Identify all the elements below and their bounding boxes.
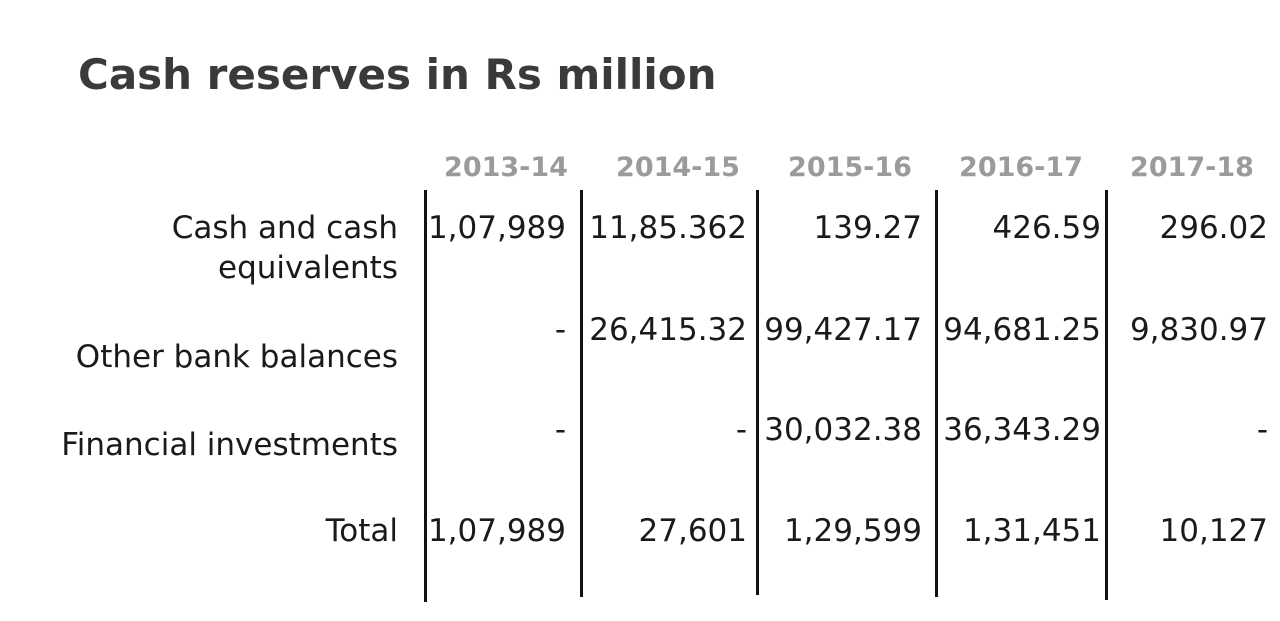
- table-cell: 139.27: [813, 210, 922, 246]
- column-header-year: 2016-17: [959, 152, 1083, 183]
- row-label-line: Other bank balances: [75, 339, 398, 375]
- table-cell: 9,830.97: [1129, 312, 1268, 348]
- column-divider: [580, 190, 583, 597]
- table-cell: 99,427.17: [764, 312, 922, 348]
- table-cell: 1,31,451: [962, 513, 1101, 549]
- row-label: [172, 208, 398, 288]
- table-cell: 1,07,989: [427, 210, 566, 246]
- row-label-line: Financial investments: [61, 427, 398, 463]
- column-header-year: 2014-15: [616, 152, 740, 183]
- row-label: [326, 511, 398, 551]
- column-divider: [756, 190, 759, 595]
- row-label: [76, 337, 398, 377]
- table-cell: 36,343.29: [943, 412, 1101, 448]
- column-header-year: 2015-16: [788, 152, 912, 183]
- row-label-line: Cash and cash: [171, 210, 398, 246]
- chart-title: Cash reserves in Rs million: [78, 50, 717, 99]
- table-cell: -: [554, 412, 566, 448]
- table-cell: 426.59: [992, 210, 1101, 246]
- column-header-year: 2013-14: [444, 152, 568, 183]
- column-divider: [424, 190, 427, 602]
- row-label-line: equivalents: [218, 250, 398, 286]
- row-label-line: Total: [325, 513, 398, 549]
- table-cell: -: [554, 312, 566, 348]
- table-cell: 1,29,599: [783, 513, 922, 549]
- table-cell: -: [735, 412, 747, 448]
- column-header-year: 2017-18: [1130, 152, 1254, 183]
- table-cell: 10,127: [1159, 513, 1268, 549]
- column-divider: [935, 190, 938, 597]
- table-cell: 30,032.38: [764, 412, 922, 448]
- table-cell: 1,07,989: [427, 513, 566, 549]
- table-cell: 94,681.25: [943, 312, 1101, 348]
- table-cell: 26,415.32: [589, 312, 747, 348]
- table-cell: 296.02: [1159, 210, 1268, 246]
- table-cell: 11,85.362: [589, 210, 747, 246]
- table-cell: -: [1256, 412, 1268, 448]
- row-label: [61, 425, 398, 465]
- column-divider: [1105, 190, 1108, 600]
- table-cell: 27,601: [638, 513, 747, 549]
